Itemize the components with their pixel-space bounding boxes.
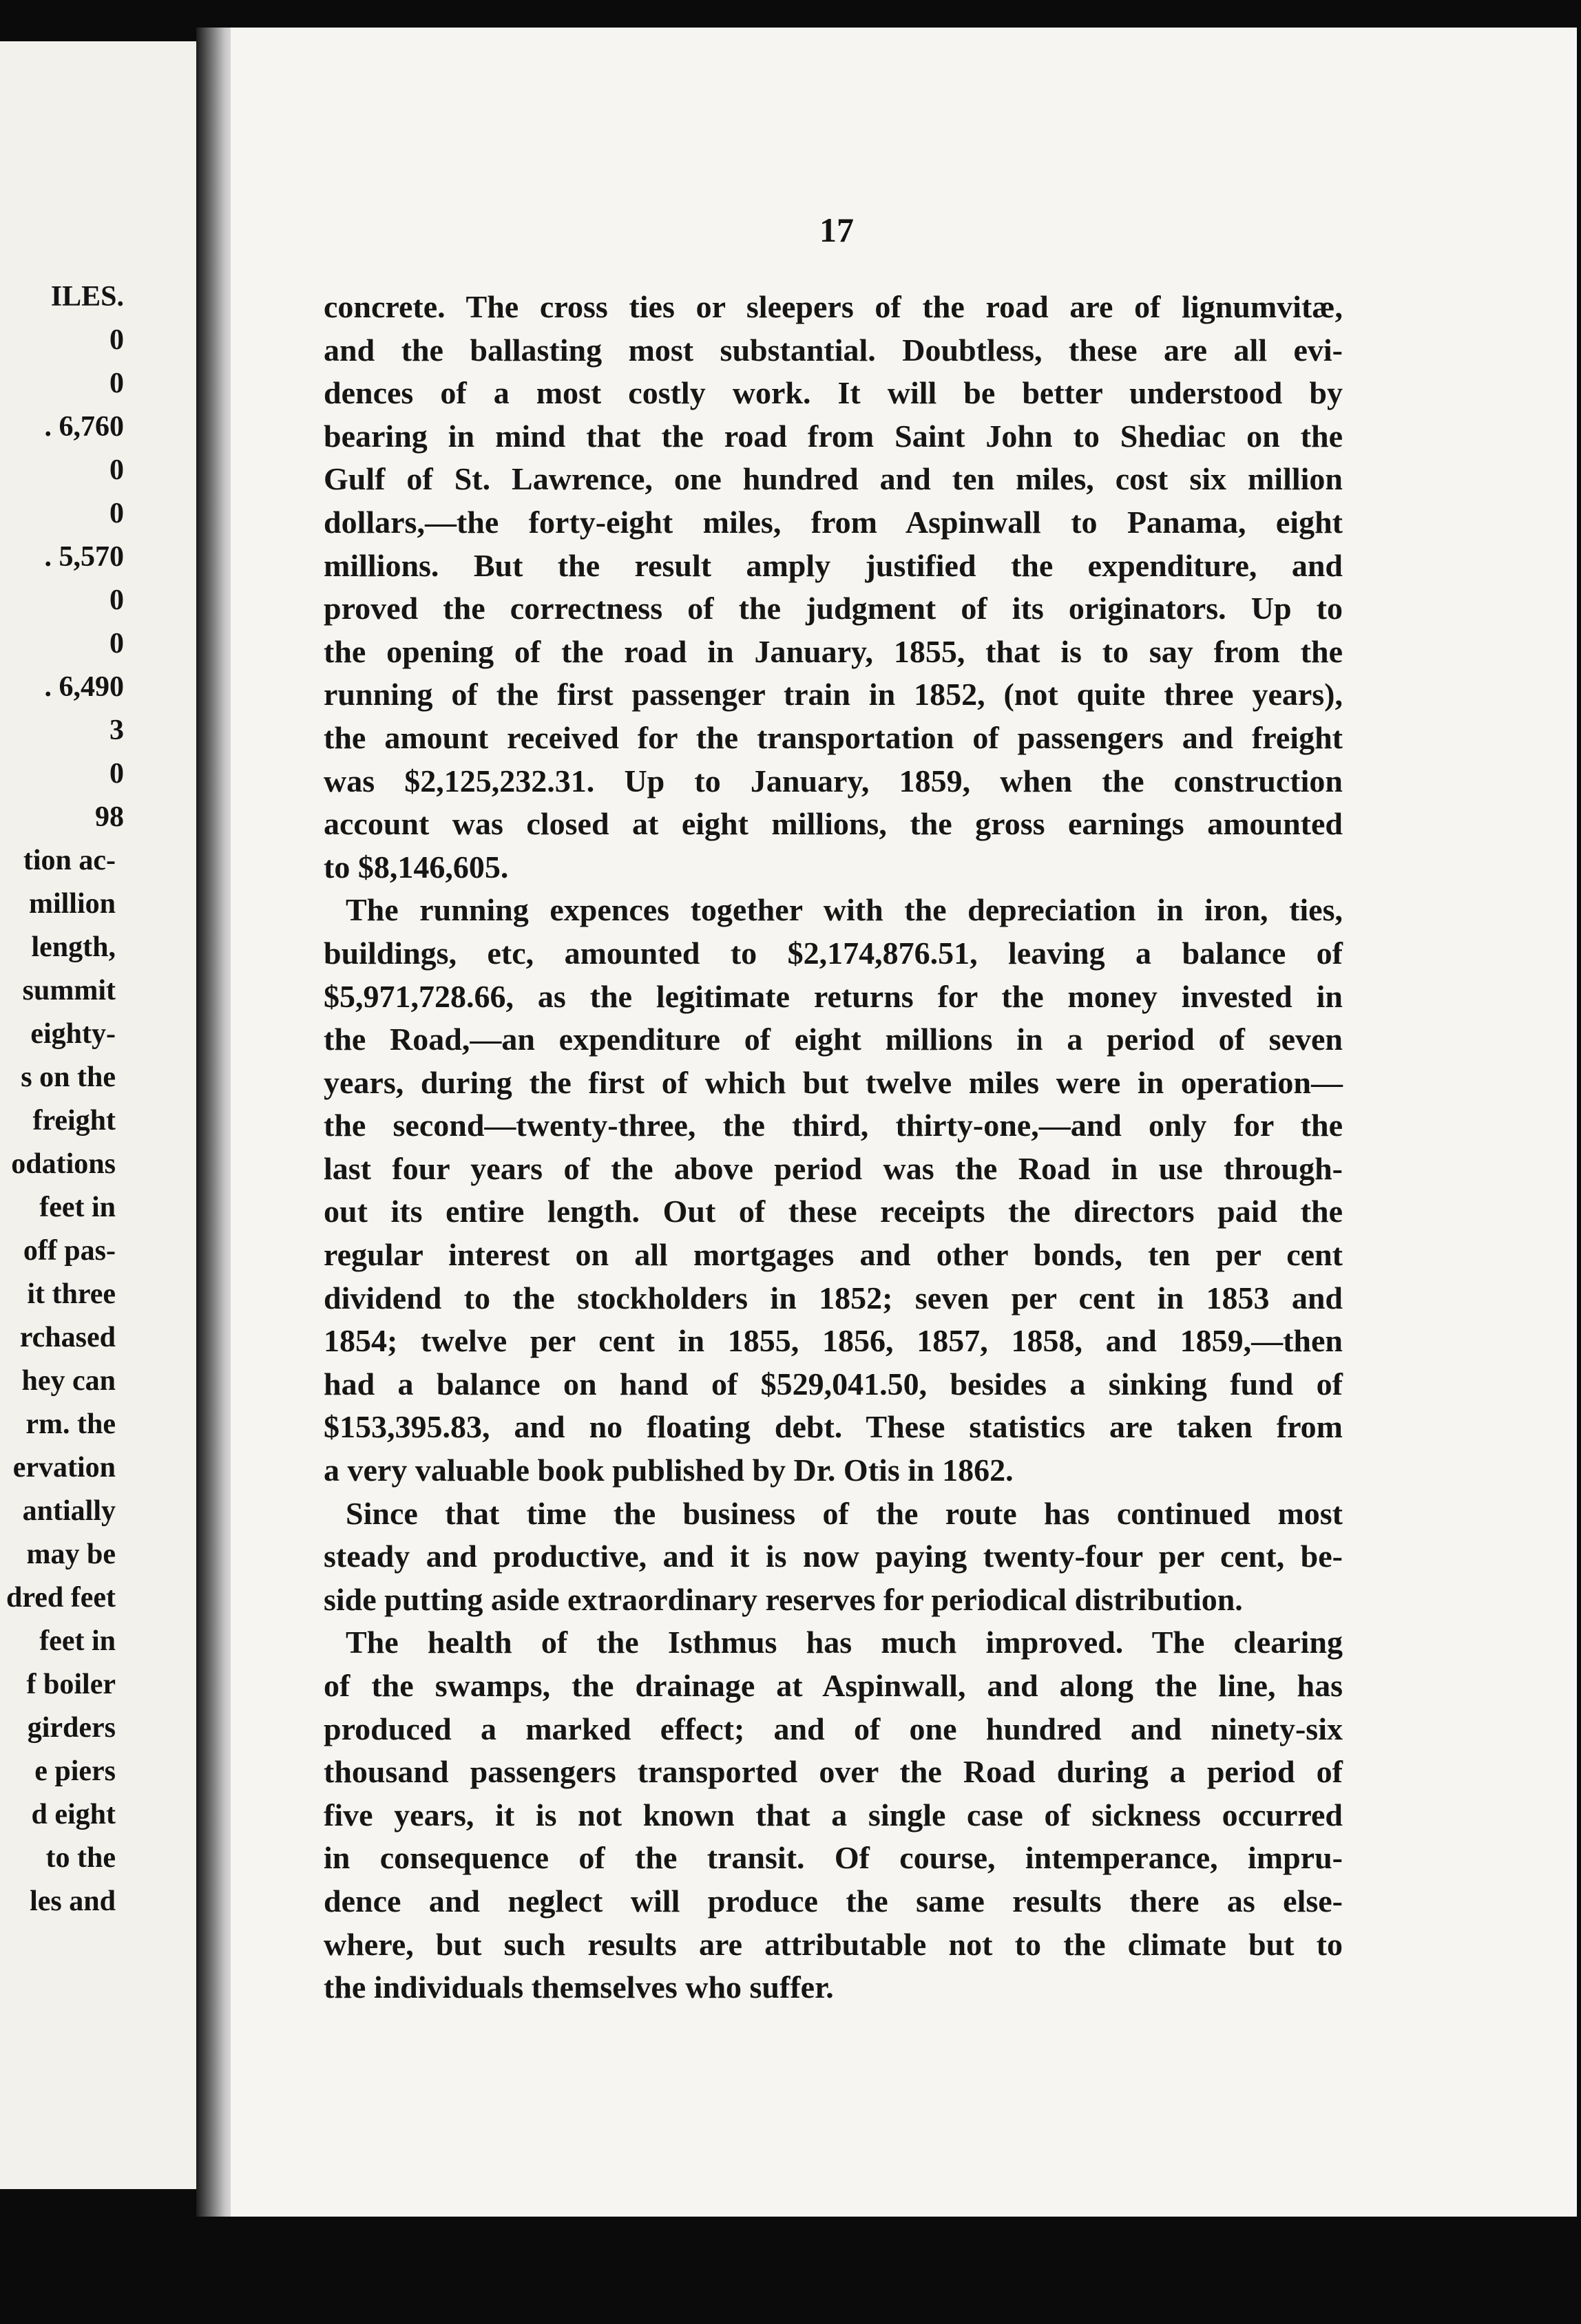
left-line: feet in — [39, 1192, 116, 1223]
text-line: dividend to the stockholders in 1852; seven per cent in 1853 and — [324, 1280, 1343, 1316]
text-line: last four years of the above period was the Road in use through- — [324, 1150, 1343, 1186]
text-line: dences of a most costly work. It will be better understood by — [324, 375, 1343, 411]
text-line: dence and neglect will produce the same results there as else- — [324, 1883, 1343, 1919]
left-line: 0 — [109, 454, 124, 486]
text-line: years, during the first of which but twelve miles were in operation— — [324, 1064, 1343, 1100]
left-line: off pas- — [23, 1235, 116, 1267]
left-line: 0 — [109, 758, 124, 790]
text-line: a very valuable book published by Dr. Otis in 1862. — [324, 1452, 1014, 1488]
text-line: produced a marked effect; and of one hundred and ninety-six — [324, 1711, 1343, 1746]
left-line: . 5,570 — [44, 541, 124, 573]
left-line: summit — [22, 975, 116, 1006]
text-line: side putting aside extraordinary reserves for periodical distribution. — [324, 1581, 1243, 1617]
left-line: tion ac- — [23, 845, 116, 876]
left-line: f boiler — [26, 1669, 116, 1700]
text-line: 1854; twelve per cent in 1855, 1856, 1857, 1858, and 1859,—then — [324, 1323, 1343, 1359]
left-line: . 6,490 — [44, 671, 124, 703]
left-line: ervation — [12, 1452, 116, 1483]
page-number: 17 — [819, 211, 854, 249]
text-line: out its entire length. Out of these receipts the directors paid the — [324, 1194, 1343, 1229]
left-line: 0 — [109, 498, 124, 529]
text-line: bearing in mind that the road from Saint John to Shediac on the — [324, 418, 1343, 454]
text-line: the amount received for the transportation of passengers and freight — [324, 719, 1343, 755]
text-line: steady and productive, and it is now paying twenty-four per cent, be- — [324, 1539, 1343, 1574]
left-line: freight — [32, 1105, 116, 1137]
text-line: millions. But the result amply justified the expenditure, and — [324, 547, 1343, 583]
left-line: rm. the — [25, 1408, 116, 1440]
left-line: hey can — [21, 1365, 116, 1397]
left-line: ILES. — [50, 281, 124, 313]
left-line: length, — [31, 931, 116, 963]
left-page-text-column — [0, 275, 193, 1923]
left-line: 0 — [109, 368, 124, 399]
text-line: to $8,146,605. — [324, 849, 509, 885]
text-line: of the swamps, the drainage at Aspinwall, and along the line, has — [324, 1668, 1343, 1703]
text-line: The health of the Isthmus has much improved. The clearing — [346, 1625, 1343, 1660]
text-line: thousand passengers transported over the Road during a period of — [324, 1754, 1343, 1790]
left-line: may be — [26, 1539, 116, 1570]
text-line: had a balance on hand of $529,041.50, besides a sinking fund of — [324, 1366, 1343, 1402]
left-line: . 6,760 — [44, 411, 124, 443]
left-line: eighty- — [30, 1018, 116, 1050]
text-line: running of the first passenger train in 1852, (not quite three years), — [324, 677, 1343, 712]
text-line: account was closed at eight millions, the gross earnings amounted — [324, 806, 1343, 842]
text-line: was $2,125,232.31. Up to January, 1859, when the construction — [324, 763, 1343, 799]
text-line: the opening of the road in January, 1855, that is to say from the — [324, 633, 1343, 669]
left-line: e piers — [34, 1755, 116, 1787]
text-line: the Road,—an expenditure of eight millions in a period of seven — [324, 1022, 1343, 1057]
left-line: antially — [22, 1495, 116, 1527]
left-line: girders — [27, 1712, 116, 1744]
body-text — [324, 286, 1343, 2009]
text-line: Gulf of St. Lawrence, one hundred and ten miles, cost six million — [324, 461, 1343, 497]
text-line: five years, it is not known that a single case of sickness occurred — [324, 1797, 1343, 1832]
left-line: 98 — [95, 801, 124, 833]
text-line: proved the correctness of the judgment of its originators. Up to — [324, 591, 1343, 626]
text-line: the individuals themselves who suffer. — [324, 1969, 834, 2005]
left-line: it three — [27, 1278, 116, 1310]
text-line: $5,971,728.66, as the legitimate returns for the money invested in — [324, 978, 1343, 1014]
text-line: $153,395.83, and no floating debt. These statistics are taken from — [324, 1409, 1343, 1445]
left-line: les and — [30, 1885, 116, 1917]
text-line: dollars,—the forty-eight miles, from Aspinwall to Panama, eight — [324, 504, 1343, 540]
left-line: odations — [11, 1148, 116, 1180]
left-line: million — [28, 888, 116, 920]
left-line: dred feet — [6, 1582, 116, 1614]
left-line: 0 — [109, 584, 124, 616]
text-line: buildings, etc, amounted to $2,174,876.51, leaving a balance of — [324, 935, 1343, 971]
left-line: 0 — [109, 324, 124, 356]
text-line: in consequence of the transit. Of course, intemperance, impru- — [324, 1840, 1343, 1876]
left-line: s on the — [21, 1061, 116, 1093]
text-line: The running expences together with the depreciation in iron, ties, — [346, 892, 1343, 928]
left-page-fragment — [0, 41, 196, 2189]
left-line: 0 — [109, 628, 124, 659]
left-line: to the — [45, 1842, 116, 1874]
left-line: rchased — [19, 1322, 116, 1353]
text-line: regular interest on all mortgages and other bonds, ten per cent — [324, 1237, 1343, 1273]
left-line: 3 — [109, 715, 124, 746]
text-line: and the ballasting most substantial. Doubtless, these are all evi- — [324, 332, 1343, 368]
text-line: concrete. The cross ties or sleepers of the road are of lignumvitæ, — [324, 289, 1343, 324]
text-line: the second—twenty-three, the third, thirty-one,—and only for the — [324, 1108, 1343, 1143]
left-line: d eight — [31, 1799, 116, 1830]
text-line: where, but such results are attributable not to the climate but to — [324, 1926, 1343, 1962]
left-line: feet in — [39, 1625, 116, 1657]
text-line: Since that time the business of the route has continued most — [346, 1495, 1343, 1531]
